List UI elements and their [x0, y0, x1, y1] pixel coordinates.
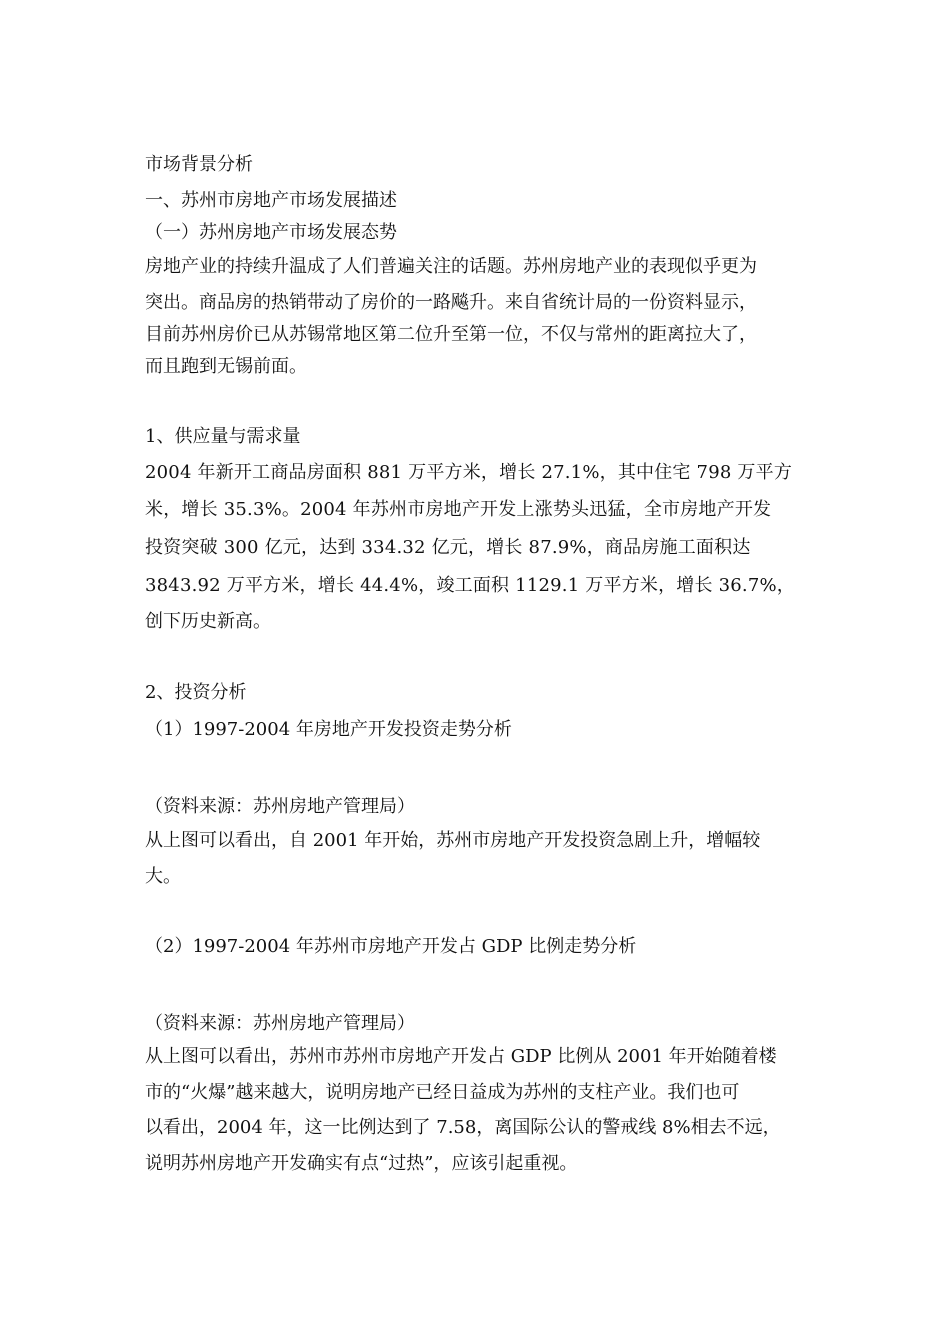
- paragraph-line: 3843.92 万平方米，增长 44.4%，竣工面积 1129.1 万平方米，增长 36.7%，: [145, 575, 795, 596]
- paragraph-line: 说明苏州房地产开发确实有点“过热”，应该引起重视。: [145, 1153, 578, 1174]
- paragraph-line: 而且跑到无锡前面。: [145, 356, 307, 377]
- paragraph-line: 从上图可以看出，自 2001 年开始，苏州市房地产开发投资急剧上升，增幅较: [145, 830, 761, 851]
- paragraph-line: 市的“火爆”越来越大，说明房地产已经日益成为苏州的支柱产业。我们也可: [145, 1082, 740, 1103]
- paragraph-line: 米，增长 35.3%。2004 年苏州市房地产开发上涨势头迅猛，全市房地产开发: [145, 499, 772, 520]
- paragraph-line: 突出。商品房的热销带动了房价的一路飚升。来自省统计局的一份资料显示，: [145, 292, 757, 313]
- paragraph-line: 以看出，2004 年，这一比例达到了 7.58，离国际公认的警戒线 8%相去不远，: [145, 1117, 781, 1138]
- source-note: （资料来源：苏州房地产管理局）: [145, 796, 415, 817]
- subsection-heading: （一）苏州房地产市场发展态势: [145, 222, 397, 243]
- paragraph-line: 目前苏州房价已从苏锡常地区第二位升至第一位，不仅与常州的距离拉大了，: [145, 324, 757, 345]
- item-heading: 2、投资分析: [145, 682, 247, 703]
- paragraph-line: 创下历史新高。: [145, 611, 271, 632]
- subitem-heading: （2）1997-2004 年苏州市房地产开发占 GDP 比例走势分析: [145, 936, 637, 957]
- document-title: 市场背景分析: [145, 154, 253, 175]
- paragraph-line: 2004 年新开工商品房面积 881 万平方米，增长 27.1%，其中住宅 798 万平方: [145, 462, 793, 483]
- source-note: （资料来源：苏州房地产管理局）: [145, 1013, 415, 1034]
- item-heading: 1、供应量与需求量: [145, 426, 301, 447]
- section-heading: 一、苏州市房地产市场发展描述: [145, 190, 397, 211]
- paragraph-line: 大。: [145, 866, 181, 887]
- paragraph-line: 从上图可以看出，苏州市苏州市房地产开发占 GDP 比例从 2001 年开始随着楼: [145, 1046, 777, 1067]
- subitem-heading: （1）1997-2004 年房地产开发投资走势分析: [145, 719, 512, 740]
- paragraph-line: 房地产业的持续升温成了人们普遍关注的话题。苏州房地产业的表现似乎更为: [145, 256, 757, 277]
- paragraph-line: 投资突破 300 亿元，达到 334.32 亿元，增长 87.9%，商品房施工面积达: [145, 537, 751, 558]
